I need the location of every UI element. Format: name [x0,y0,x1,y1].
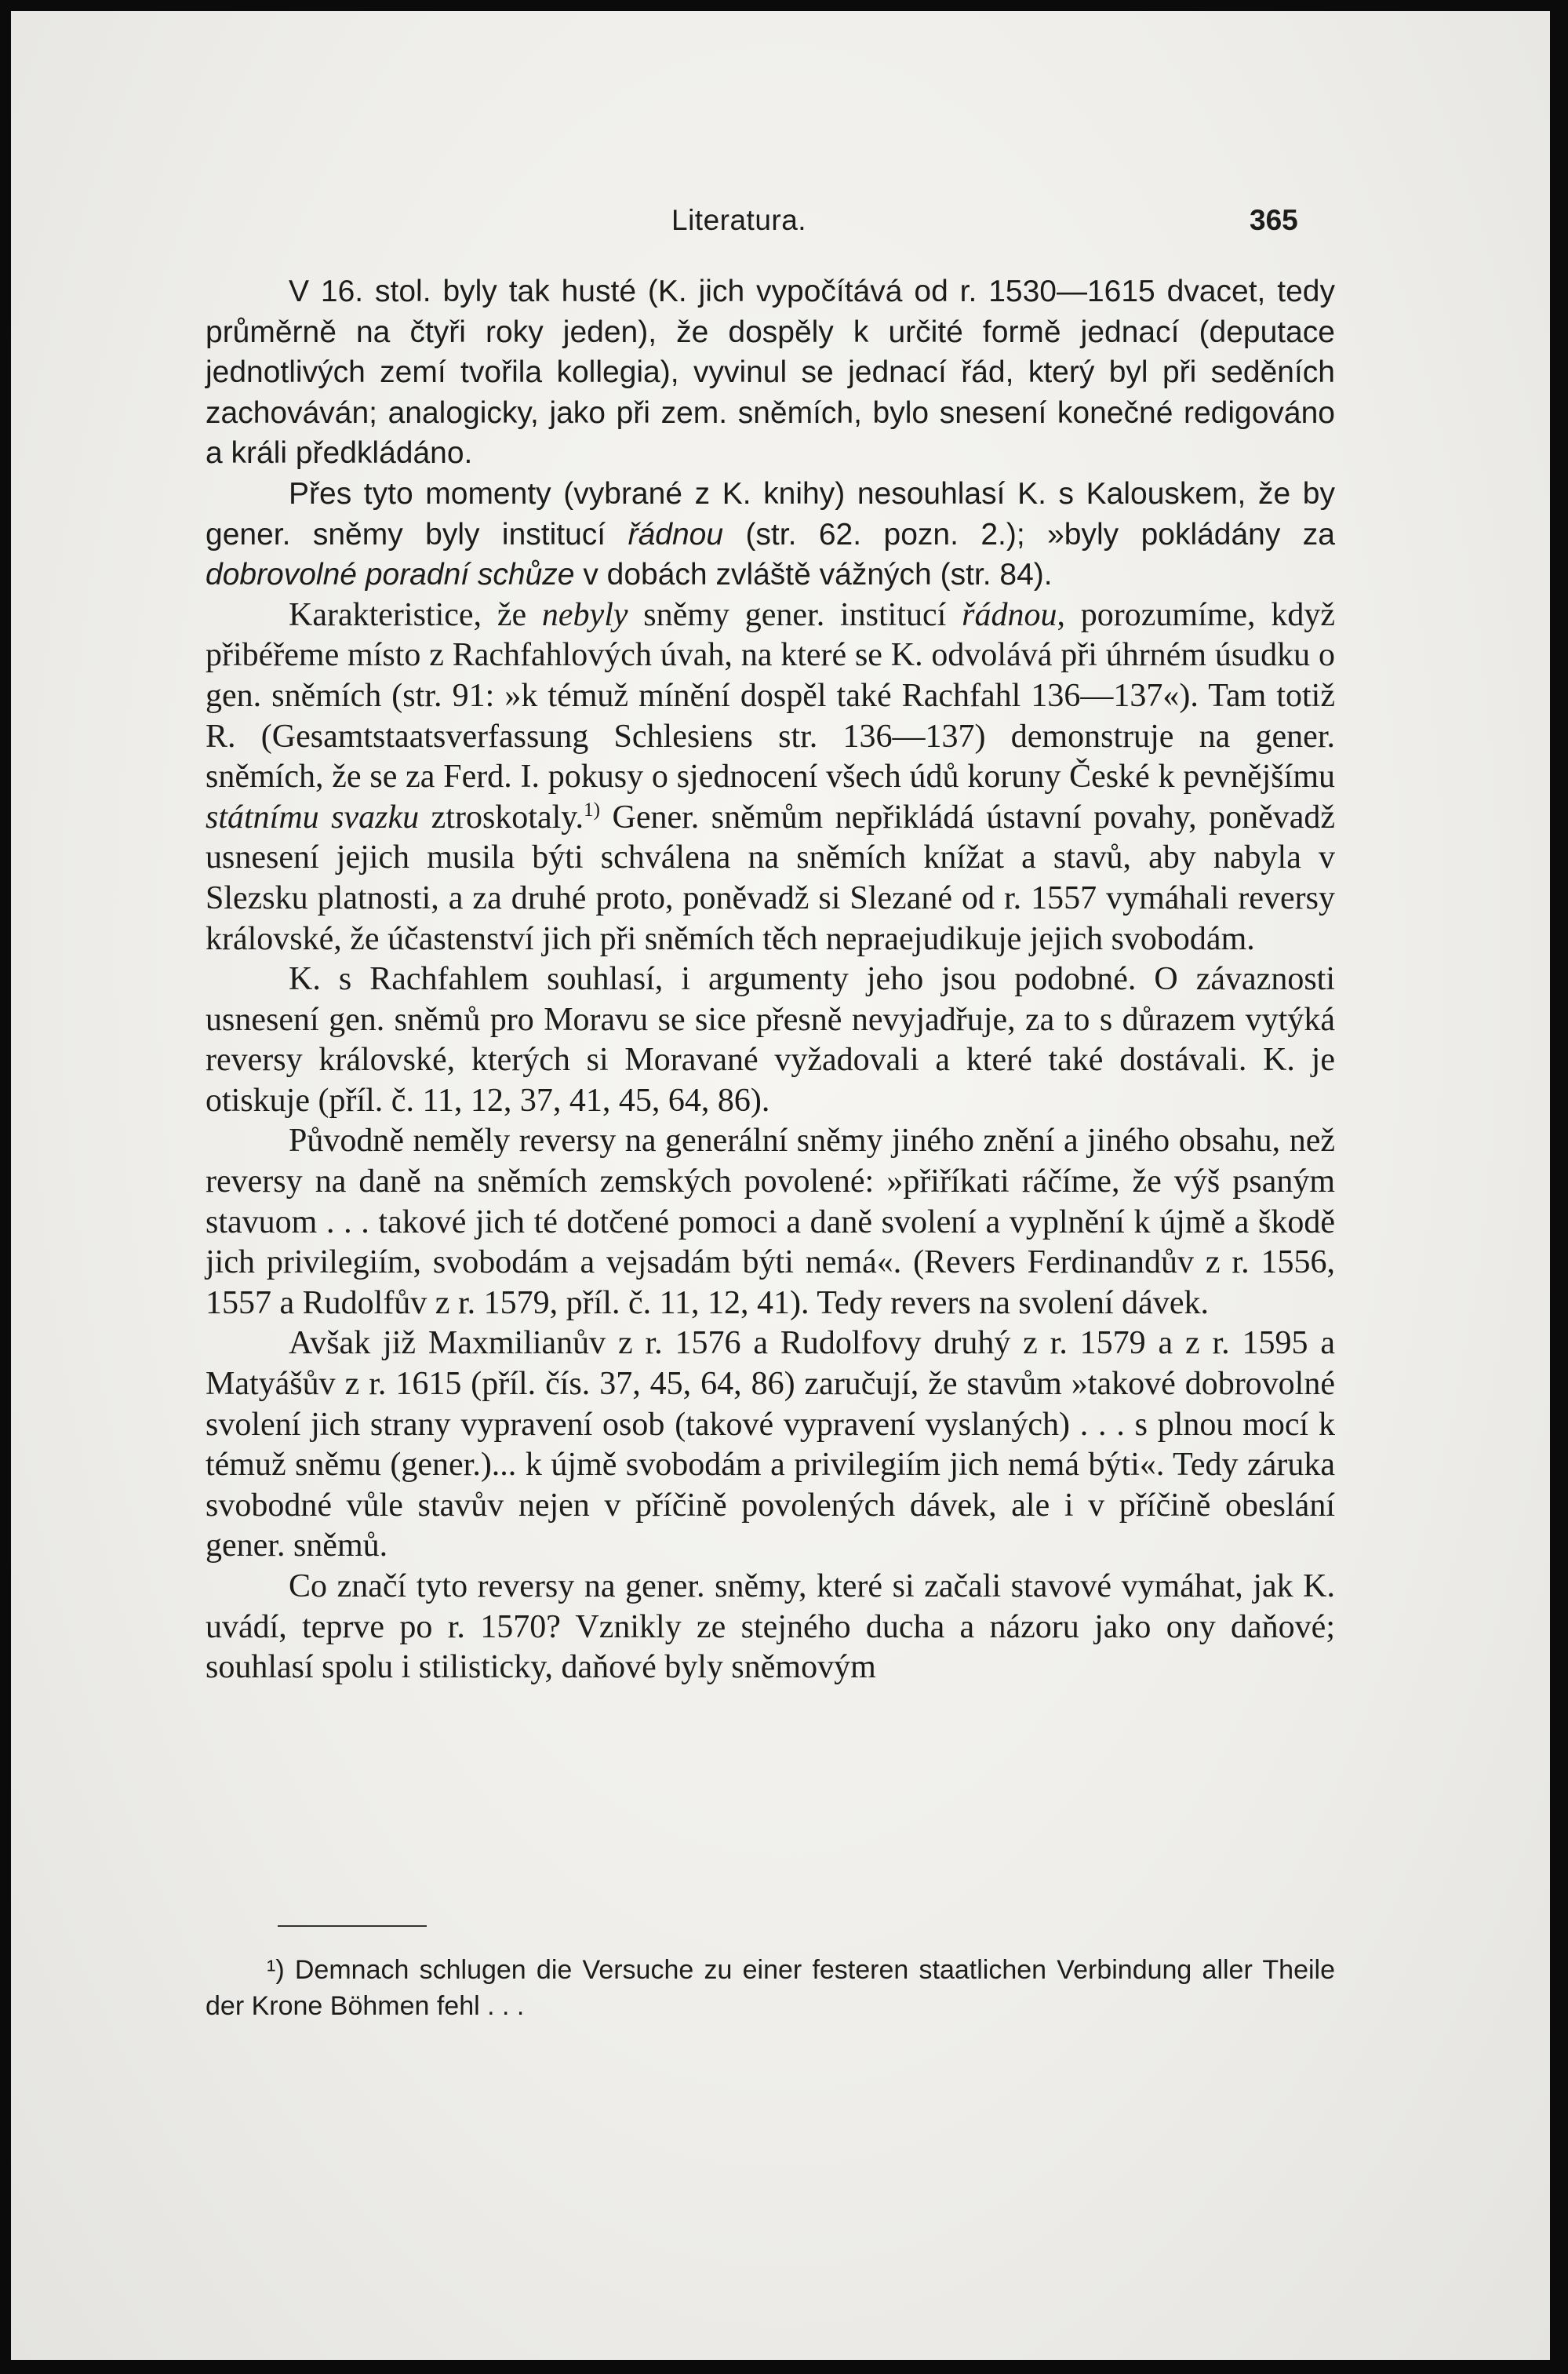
paragraph-3 [206,595,1335,959]
footnote-mark: ¹) [267,1955,285,1985]
paragraph-2 [206,474,1335,595]
paragraph-5: Původně neměly reversy na generální sněmy jiného znění a jiného obsahu, než reversy na daně na sněmích zemských povolené: »přiříkati ráčíme, že výš psaným stavuom . . . takové jich té dotčené pomoci a daně svolení a vyplnění k újmě a škodě jich privilegiím, svobodám a vejsadám býti nemá«. (Revers Ferdinandův z r. 1556, 1557 a Rudolfův z r. 1579, příl. č. 11, 12, 41). Tedy revers na svolení dávek. [206,1123,1335,1321]
paragraph-1: V 16. stol. byly tak husté (K. jich vypočítává od r. 1530—1615 dvacet, tedy průměrně na čtyři roky jeden), že dospěly k určité formě jednací (deputace jednotlivých zemí tvořila kollegia), vyvinul se jednací řád, který byl při seděních zachováván; analogicky, jako při zem. sněmích, bylo snesení konečné redigováno a králi předkládáno. [206,275,1335,471]
running-header [11,204,1550,251]
emphasis: nebyly [541,596,628,633]
text-run: , porozumíme, když přibéřeme místo z Rachfahlových úvah, na které se K. odvolává při úhrném úsudku o gen. sněmích (str. 91: »k témuž mínění dospěl také Rachfahl 136—137«). Tam totiž R. (Gesamtstaatsverfassung Schlesiens str. 136—137) demonstruje na gener. sněmích, že se za Ferd. I. pokusy o sjednocení všech údů koruny České k pevnějšímu [206,596,1335,796]
paragraph-4: K. s Rachfahlem souhlasí, i argumenty jeho jsou podobné. O závaznosti usnesení gen. sněmů pro Moravu se sice přesně nevyjadřuje, za to s důrazem vytýká reversy královské, kterých si Moravané vyžadovali a které také dostávali. K. je otiskuje (příl. č. 11, 12, 37, 41, 45, 64, 86). [206,961,1335,1119]
footnote-text: Demnach schlugen die Versuche zu einer festeren staatlichen Verbindung aller Theile der Krone Böhmen fehl . . . [206,1955,1335,2021]
text-run: (str. 62. pozn. 2.); »byly pokládány za [723,517,1335,552]
text-run: Gener. sněmům nepřikládá ústavní povahy, poněvadž usnesení jejich musila býti schválena na sněmích knížat a stavů, aby nabyla v Slezsku platnosti, a za druhé proto, poněvadž si Slezané od r. 1557 vymáhali reversy královské, že účastenství jich při sněmích těch nepraejudikuje jejich svobodám. [206,799,1335,957]
emphasis: dobrovolné poradní schůze [206,558,575,592]
footnote [206,1952,1335,2024]
text-run: sněmy gener. institucí [628,596,962,633]
emphasis: státnímu svazku [206,799,420,836]
paragraph-7: Co značí tyto reversy na gener. sněmy, které si začali stavové vymáhat, jak K. uvádí, teprve po r. 1570? Vznikly ze stejného ducha a názoru jako ony daňové; souhlasí spolu i stilisticky, daňové byly sněmovým [206,1568,1335,1686]
footnote-divider [278,1925,427,1927]
text-run: Přes tyto momenty (vybrané z K. knihy) nesouhlasí K. s Kalouskem, že by gener. sněmy byly institucí [206,476,1335,552]
paragraph-6: Avšak již Maxmilianův z r. 1576 a Rudolfovy druhý z r. 1579 a z r. 1595 a Matyášův z r. 1615 (příl. čís. 37, 45, 64, 86) zaručují, že stavům »takové dobrovolné svolení jich strany vypravení osob (takové vypravení vyslaných) . . . s plnou mocí k témuž sněmu (gener.)... k újmě svobodám a privilegiím jich nemá býti«. Tedy záruka svobodné vůle stavův nejen v příčině povolených dávek, ale i v příčině obeslání gener. sněmů. [206,1325,1335,1564]
emphasis: řádnou [628,517,724,552]
text-run: v dobách zvláště vážných (str. 84). [574,558,1053,592]
footnote-ref[interactable]: 1) [584,799,601,821]
emphasis: řádnou [962,596,1057,633]
text-run: Karakteristice, že [289,596,542,633]
page-number: 365 [1250,204,1298,236]
section-title: Literatura. [671,204,807,236]
main-text [206,271,1335,1688]
text-run: ztroskotaly. [419,799,584,836]
book-page [11,11,1550,2360]
